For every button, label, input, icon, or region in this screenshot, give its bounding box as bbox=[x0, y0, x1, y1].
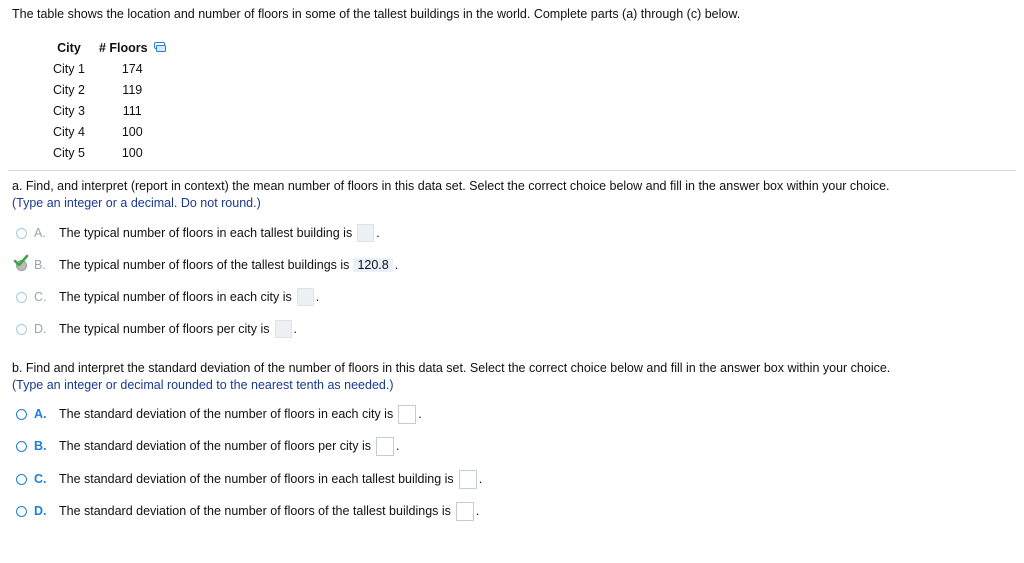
floors-cell: 100 bbox=[121, 145, 143, 160]
choice-letter: A. bbox=[34, 226, 46, 240]
data-table bbox=[46, 38, 173, 163]
section-divider bbox=[8, 170, 1016, 171]
answer-input[interactable] bbox=[398, 405, 416, 424]
radio-button[interactable] bbox=[16, 409, 27, 420]
answer-input[interactable] bbox=[376, 437, 394, 456]
intro-text: The table shows the location and number of floors in some of the tallest buildings in the world. Complete parts (a) through (c) below. bbox=[12, 7, 741, 21]
choice-text: The standard deviation of the number of floors in each tallest building is bbox=[59, 472, 454, 486]
choice-text: The typical number of floors in each tallest building is bbox=[59, 226, 353, 240]
choice-letter: C. bbox=[34, 290, 47, 304]
part-b-hint: (Type an integer or decimal rounded to the nearest tenth as needed.) bbox=[12, 378, 394, 392]
city-cell: City 2 bbox=[53, 82, 85, 97]
part-b-choice-a[interactable]: A. The standard deviation of the number of floors in each city is . bbox=[14, 404, 422, 424]
choice-text: The standard deviation of the number of floors per city is bbox=[59, 439, 371, 453]
answer-box bbox=[357, 224, 374, 242]
table-row bbox=[46, 142, 173, 163]
floors-cell: 119 bbox=[122, 82, 143, 97]
column-header-floors: # Floors bbox=[92, 38, 173, 58]
part-b-choice-c[interactable]: C. The standard deviation of the number of floors in each tallest building is . bbox=[14, 469, 482, 489]
table-row bbox=[46, 58, 173, 79]
choice-text: The standard deviation of the number of floors of the tallest buildings is bbox=[59, 504, 451, 518]
selected-radio bbox=[14, 258, 28, 272]
choice-letter: A. bbox=[34, 407, 47, 421]
choice-text: The typical number of floors in each city is bbox=[59, 290, 292, 304]
choice-letter: D. bbox=[34, 504, 47, 518]
radio-button[interactable] bbox=[16, 441, 27, 452]
part-a-choice-b: B. The typical number of floors of the tallest buildings is 120.8 . bbox=[14, 255, 398, 275]
city-cell: City 3 bbox=[53, 103, 85, 118]
answer-input[interactable] bbox=[459, 470, 477, 489]
choice-text: The typical number of floors per city is bbox=[59, 322, 270, 336]
part-b-question: b. Find and interpret the standard deviation of the number of floors in this data set. Select the correct choice below and fill in the answer box within your choice. bbox=[12, 361, 891, 375]
radio-button[interactable] bbox=[16, 474, 27, 485]
answer-value: 120.8 bbox=[353, 258, 392, 272]
radio-button bbox=[16, 228, 27, 239]
choice-letter: B. bbox=[34, 258, 46, 272]
answer-box bbox=[297, 288, 314, 306]
column-header-city: City bbox=[57, 41, 81, 55]
choice-letter: B. bbox=[34, 439, 47, 453]
choice-text: The typical number of floors of the tallest buildings is bbox=[59, 258, 350, 272]
part-b-choice-d[interactable]: D. The standard deviation of the number of floors of the tallest buildings is . bbox=[14, 501, 479, 521]
city-cell: City 4 bbox=[53, 124, 85, 139]
floors-cell: 111 bbox=[122, 103, 142, 118]
choice-text: The standard deviation of the number of floors in each city is bbox=[59, 407, 394, 421]
city-cell: City 5 bbox=[53, 145, 85, 160]
floors-cell: 100 bbox=[121, 124, 143, 139]
part-a-hint: (Type an integer or a decimal. Do not round.) bbox=[12, 196, 261, 210]
table-header-row bbox=[46, 38, 173, 58]
part-a-choice-a: A. The typical number of floors in each tallest building is . bbox=[14, 223, 380, 243]
table-row bbox=[46, 100, 173, 121]
checkmark-icon bbox=[13, 254, 29, 268]
part-b-choice-b[interactable]: B. The standard deviation of the number of floors per city is . bbox=[14, 436, 399, 456]
part-a-question: a. Find, and interpret (report in context) the mean number of floors in this data set. Select the correct choice below and fill in the answer box within your choice. bbox=[12, 179, 890, 193]
part-a-choice-d: D. The typical number of floors per city is . bbox=[14, 319, 297, 339]
radio-button bbox=[16, 292, 27, 303]
answer-input[interactable] bbox=[456, 502, 474, 521]
answer-box bbox=[275, 320, 292, 338]
choice-letter: D. bbox=[34, 322, 47, 336]
table-row bbox=[46, 121, 173, 142]
floors-cell: 174 bbox=[121, 61, 143, 76]
copy-icon[interactable] bbox=[154, 41, 166, 55]
city-cell: City 1 bbox=[53, 61, 85, 76]
choice-letter: C. bbox=[34, 472, 47, 486]
radio-button bbox=[16, 324, 27, 335]
part-a-choice-c: C. The typical number of floors in each city is . bbox=[14, 287, 319, 307]
radio-button[interactable] bbox=[16, 506, 27, 517]
table-row bbox=[46, 79, 173, 100]
